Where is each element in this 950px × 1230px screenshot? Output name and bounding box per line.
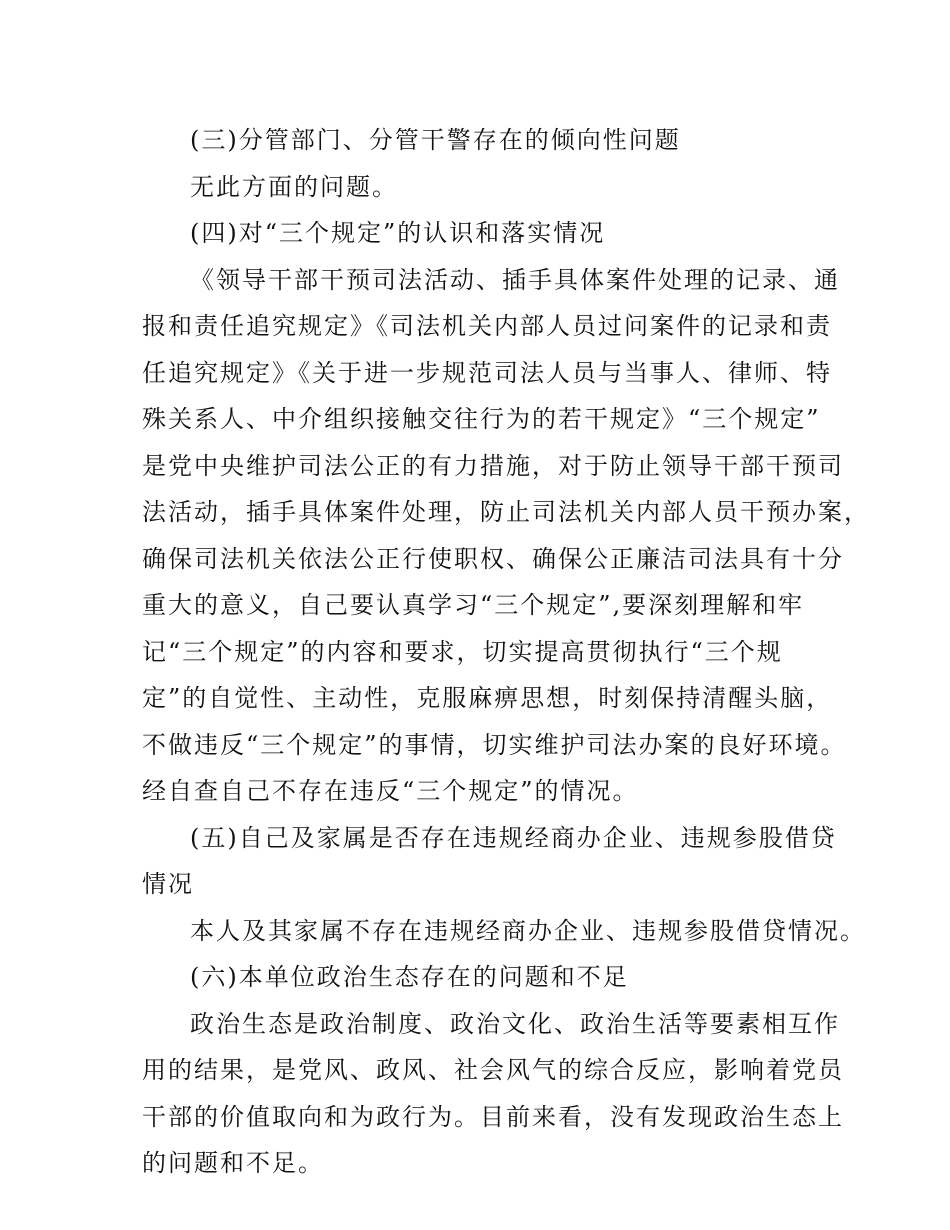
paragraph-line: 干部的价值取向和为政行为。目前来看，没有发现政治生态上 [142, 1102, 844, 1131]
paragraph-line: 报和责任追究规定》《司法机关内部人员过问案件的记录和责 [142, 312, 832, 340]
paragraph-line: 用的结果，是党风、政风、社会风气的综合反应，影响着党员 [142, 1056, 844, 1084]
paragraph-line: 不做违反“三个规定”的事情，切实维护司法办案的良好环境。 [142, 730, 847, 759]
section-5-heading-line: (五)自己及家属是否存在违规经商办企业、违规参股借贷 [190, 823, 837, 852]
section-6-heading [142, 954, 822, 1001]
paragraph-line: 的问题和不足。 [142, 1149, 324, 1177]
section-6-paragraph [142, 1001, 844, 1187]
section-6-heading-text: (六)本单位政治生态存在的问题和不足 [190, 963, 629, 991]
section-3-body [142, 164, 822, 211]
paragraph-line: 《领导干部干预司法活动、插手具体案件处理的记录、通 [190, 265, 840, 294]
paragraph-line: 殊关系人、中介组织接触交往行为的若干规定》“三个规定” [142, 405, 821, 433]
paragraph-line: 确保司法机关依法公正行使职权、确保公正廉洁司法具有十分 [142, 544, 844, 573]
section-5-body-text: 本人及其家属不存在违规经商办企业、违规参股借贷情况。 [190, 916, 866, 945]
section-3-heading [142, 117, 822, 164]
paragraph-line: 任追究规定》《关于进一步规范司法人员与当事人、律师、特 [142, 358, 832, 387]
section-5-body [142, 908, 866, 955]
section-3-body-text: 无此方面的问题。 [190, 172, 398, 201]
section-5-heading [142, 815, 837, 908]
paragraph-line: 记“三个规定”的内容和要求，切实提高贯彻执行“三个规 [142, 637, 783, 666]
section-4-heading [142, 210, 822, 257]
paragraph-line: 政治生态是政治制度、政治文化、政治生活等要素相互作 [190, 1009, 840, 1038]
paragraph-line: 法活动，插手具体案件处理，防止司法机关内部人员干预办案， [142, 498, 870, 526]
paragraph-line: 是党中央维护司法公正的有力措施，对于防止领导干部干预司 [142, 451, 844, 480]
paragraph-line: 定”的自觉性、主动性，克服麻痹思想，时刻保持清醒头脑， [142, 684, 833, 712]
section-4-paragraph [142, 257, 870, 815]
section-3-heading-text: (三)分管部门、分管干警存在的倾向性问题 [190, 126, 681, 154]
paragraph-line: 经自查自己不存在违反“三个规定”的情况。 [142, 777, 639, 805]
section-4-heading-text: (四)对“三个规定”的认识和落实情况 [190, 219, 606, 247]
paragraph-line: 重大的意义，自己要认真学习“三个规定”,要深刻理解和牢 [142, 591, 805, 619]
section-5-heading-line: 情况 [142, 870, 194, 898]
document-body [142, 117, 870, 1187]
